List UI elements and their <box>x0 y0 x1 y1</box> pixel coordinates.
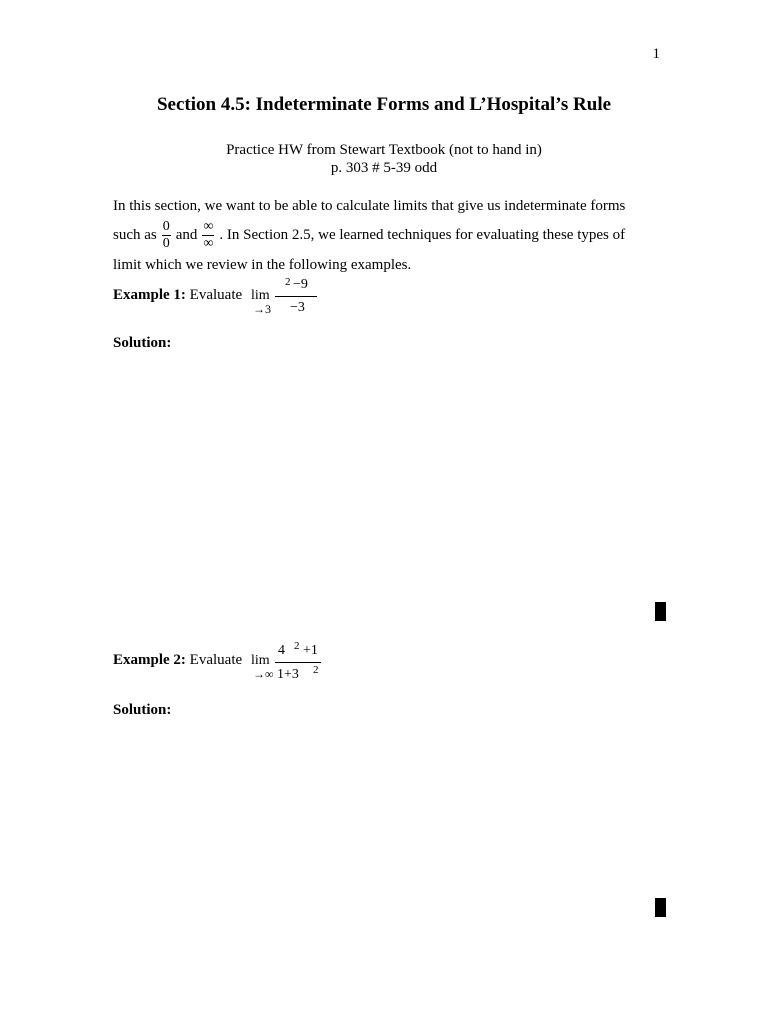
redaction-block <box>655 898 666 917</box>
practice-line-1: Practice HW from Stewart Textbook (not to hand in) <box>226 142 542 158</box>
example-2-fraction-bar <box>275 662 321 663</box>
redaction-block <box>655 602 666 621</box>
intro-line-2-suffix: . In Section 2.5, we learned techniques for evaluating these types of <box>219 226 626 243</box>
example-2-lim: lim <box>251 653 270 668</box>
fraction-numerator: ∞ <box>203 218 214 234</box>
solution-2-label: Solution: <box>113 702 172 718</box>
example-1-title: Example 1: <box>113 287 186 303</box>
example-2-lim-subscript: →∞ <box>253 667 274 681</box>
example-1-lim-subscript: →3 <box>253 302 271 316</box>
example-1-label <box>113 287 242 304</box>
example-2-evaluate: Evaluate <box>189 652 243 668</box>
example-1-numerator: −9 <box>293 277 308 292</box>
intro-and: and <box>175 226 198 243</box>
example-2-denominator-exponent: 2 <box>313 664 319 676</box>
practice-line-2: p. 303 # 5-39 odd <box>330 160 438 176</box>
example-1-numerator-exponent: 2 <box>285 276 291 288</box>
intro-such-as: such as <box>113 226 157 243</box>
infinity-over-infinity-fraction <box>202 220 214 251</box>
fraction-numerator: 0 <box>162 218 170 234</box>
example-2-numerator-coefficient: 4 <box>278 643 285 658</box>
example-2-title: Example 2: <box>113 652 186 668</box>
example-1-fraction-bar <box>275 296 317 297</box>
page-number: 1 <box>652 46 660 62</box>
zero-over-zero-fraction <box>162 220 171 251</box>
solution-1-label: Solution: <box>113 335 172 351</box>
example-1-lim: lim <box>251 288 270 303</box>
example-2-numerator-constant: +1 <box>303 643 318 658</box>
example-2-denominator: 1+3 <box>277 667 299 682</box>
fraction-denominator: ∞ <box>203 235 214 251</box>
intro-line-2 <box>113 220 625 250</box>
fraction-denominator: 0 <box>162 235 170 251</box>
practice-homework-note <box>0 141 768 177</box>
example-1-denominator: −3 <box>290 300 305 315</box>
example-1-evaluate: Evaluate <box>189 287 243 303</box>
intro-line-1: In this section, we want to be able to calculate limits that give us indeterminate forms <box>113 198 626 214</box>
example-2-numerator-exponent: 2 <box>294 640 300 652</box>
example-2-label <box>113 652 242 669</box>
intro-line-3: limit which we review in the following examples. <box>113 257 412 273</box>
section-title: Section 4.5: Indeterminate Forms and L’Hospital’s Rule <box>156 94 612 115</box>
